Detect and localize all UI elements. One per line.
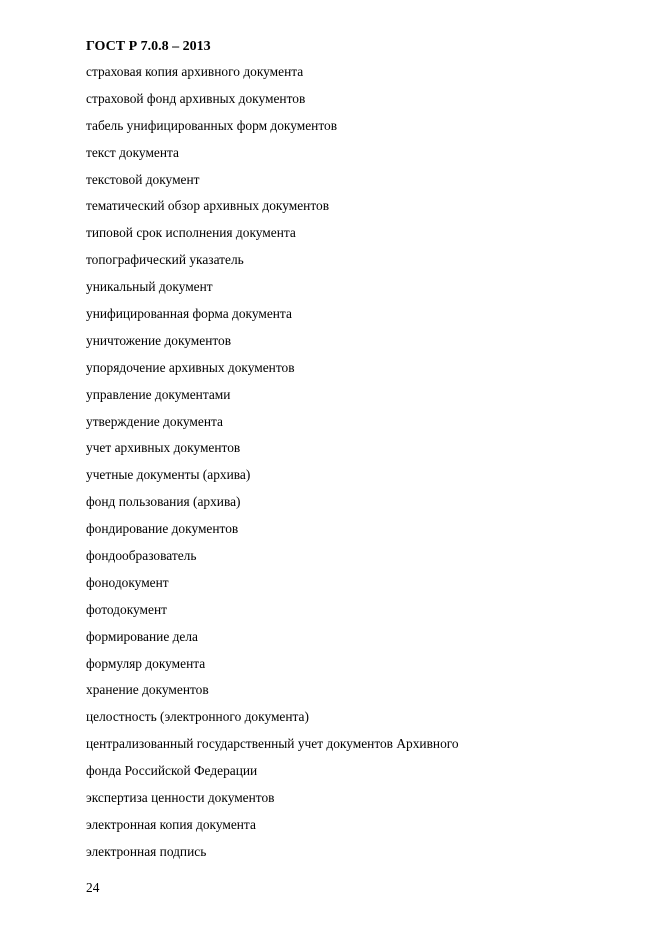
- term-item: уничтожение документов: [86, 332, 232, 348]
- term-item: фотодокумент: [86, 601, 167, 617]
- term-item: централизованный государственный учет документов Архивного: [86, 736, 459, 752]
- term-item: электронная копия документа: [86, 816, 256, 832]
- term-item: фонда Российской Федерации: [86, 763, 258, 779]
- term-item: уникальный документ: [86, 279, 213, 295]
- term-item: фонд пользования (архива): [86, 494, 241, 510]
- term-item: целостность (электронного документа): [86, 709, 309, 725]
- term-item: фонодокумент: [86, 574, 169, 590]
- term-item: унифицированная форма документа: [86, 306, 292, 322]
- term-item: хранение документов: [86, 682, 209, 698]
- term-item: текстовой документ: [86, 171, 200, 187]
- term-item: фондирование документов: [86, 521, 239, 537]
- term-item: учетные документы (архива): [86, 467, 251, 483]
- term-item: фондообразователь: [86, 548, 197, 564]
- term-item: тематический обзор архивных документов: [86, 198, 330, 214]
- term-list: [86, 63, 606, 870]
- term-item: утверждение документа: [86, 413, 223, 429]
- term-item: электронная подпись: [86, 843, 207, 859]
- term-item: формуляр документа: [86, 655, 206, 671]
- term-item: табель унифицированных форм документов: [86, 117, 338, 133]
- term-item: экспертиза ценности документов: [86, 790, 275, 806]
- term-item: страховой фонд архивных документов: [86, 90, 306, 106]
- term-item: текст документа: [86, 144, 179, 160]
- term-item: формирование дела: [86, 628, 198, 644]
- term-item: упорядочение архивных документов: [86, 359, 295, 375]
- term-item: управление документами: [86, 386, 231, 402]
- document-header: ГОСТ Р 7.0.8 – 2013: [86, 39, 211, 54]
- term-item: топографический указатель: [86, 252, 244, 268]
- term-item: страховая копия архивного документа: [86, 64, 304, 79]
- term-item: учет архивных документов: [86, 440, 241, 456]
- page-number: 24: [86, 880, 100, 895]
- term-item: типовой срок исполнения документа: [86, 225, 296, 241]
